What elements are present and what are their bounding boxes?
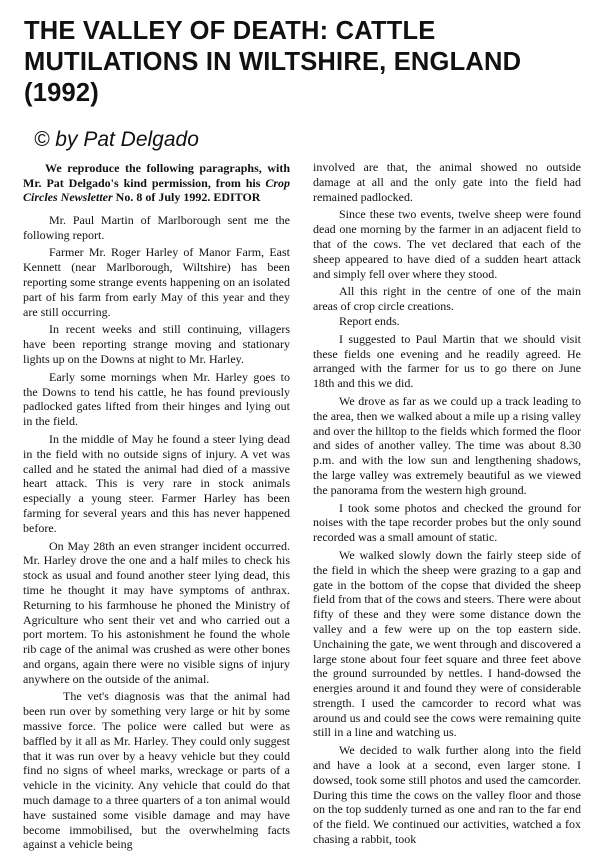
paragraph: I suggested to Paul Martin that we should visit these fields one evening and he readily agreed. He arranged with the farmer for us to go there on June 18th and this we did. [313, 331, 581, 391]
paragraph: Farmer Mr. Roger Harley of Manor Farm, East Kennett (near Marlborough, Wiltshire) has been reporting some strange events happening on an isolated part of his farm from early May of this year and they are still occurring. [23, 245, 290, 319]
title-line-3: (1992) [24, 79, 99, 107]
editor-intro [23, 161, 290, 205]
author-byline: © by Pat Delgado [34, 128, 199, 151]
paragraph: In recent weeks and still continuing, villagers have been reporting strange moving and stationary lights up on the Downs at night to Mr. Harley. [23, 322, 290, 366]
paragraph: involved are that, the animal showed no outside damage at all and the only gate into the field had remained padlocked. [313, 160, 581, 204]
paragraph: Report ends. [339, 313, 400, 328]
left-column [23, 161, 290, 852]
title-line-2: MUTILATIONS IN WILTSHIRE, ENGLAND [24, 48, 522, 76]
paragraph: Mr. Paul Martin of Marlborough sent me the following report. [23, 212, 290, 242]
intro-newsletter-title: Crop Circles Newsletter [23, 175, 290, 205]
article-title [24, 16, 584, 109]
paragraph: The vet's diagnosis was that the animal had been run over by something very large or hit by some massive force. The police were called but were as baffled by it all as Mr. Harley. They could only suggest that it was run over by a heavy vehicle but they could find no signs of wheel marks, wreckage or parts of a vehicle in the vicinity. Any vehicle that could do that much damage to a three quarters of a ton animal would have sustained some visible damage and may have become immobilised, but the overwhelming facts against a vehicle being [23, 689, 290, 852]
paragraph: Early some mornings when Mr. Harley goes to the Downs to tend his cattle, he has found previously padlocked gates lifted from their hinges and lying out in the field. [23, 369, 290, 429]
paragraph: We decided to walk further along into the field and have a look at a second, even larger stone. I dowsed, took some still photos and used the camcorder. During this time the cows on the valley floor and those on the top suddenly turned as one and ran to the far end of the field. We continued our activities, watched a fox chasing a rabbit, took [313, 743, 581, 847]
intro-text-after: No. 8 of July 1992. EDITOR [112, 190, 261, 205]
paragraph: On May 28th an even stranger incident occurred. Mr. Harley drove the one and a half miles to check his stock as usual and found another steer lying dead, this time he thought it may have symptoms of anthrax. Returning to his farmhouse he phoned the Ministry of Agriculture who sent their vet and who carried out a port mortem. To his astonishment he found the whole rib cage of the animal was crushed as were other bones and organs, again there were no visible signs of injury anywhere on the outside of the animal. [23, 538, 290, 686]
right-column [313, 160, 581, 847]
paragraph: I took some photos and checked the ground for noises with the tape recorder probes but the only sound recorded was a small amount of static. [313, 500, 581, 545]
paragraph: In the middle of May he found a steer lying dead in the field with no outside signs of injury. A vet was called and he stated the animal had died of a massive heart attack. This is very rare in stock animals especially a young steer. Farmer Harley has been farming for several years and this has never happened before. [23, 431, 290, 535]
paragraph: We walked slowly down the fairly steep side of the field in which the sheep were grazing to a gap and gate in the bottom of the copse that divided the sheep field from that of the cows and steers. There were about fifty of these and they were some distance down the valley and a few were up on the top eastern side. Unchaining the gate, we went through and discovered a large stone about four feet square and three feet above the ground surrounded by nettles. I hand-dowsed the energies around it and found they were of considerable strength. I used the camcorder to record what was around us and could see the cows were remaining quite still in a line and watching us. [313, 547, 582, 740]
title-line-1: THE VALLEY OF DEATH: CATTLE [24, 17, 436, 45]
paragraph: All this right in the centre of one of the main areas of crop circle creations. [313, 284, 581, 314]
paragraph: Since these two events, twelve sheep were found dead one morning by the farmer in an adjacent field to that of the cows. The vet declared that each of the sheep appeared to have died of a sudden heart attack and simply fell over where they stood. [313, 207, 581, 281]
paragraph: We drove as far as we could up a track leading to the area, then we walked about a mile up a rising valley and over the hilltop to the fields which formed the floor and sides of another valley. The time was about 8.30 p.m. and with the low sun and lengthening shadows, the large valley was extremely beautiful as we viewed the panorama from the western high ground. [313, 393, 581, 497]
intro-text-before: We reproduce the following paragraphs, with Mr. Pat Delgado's kind permission, from his [23, 161, 290, 190]
